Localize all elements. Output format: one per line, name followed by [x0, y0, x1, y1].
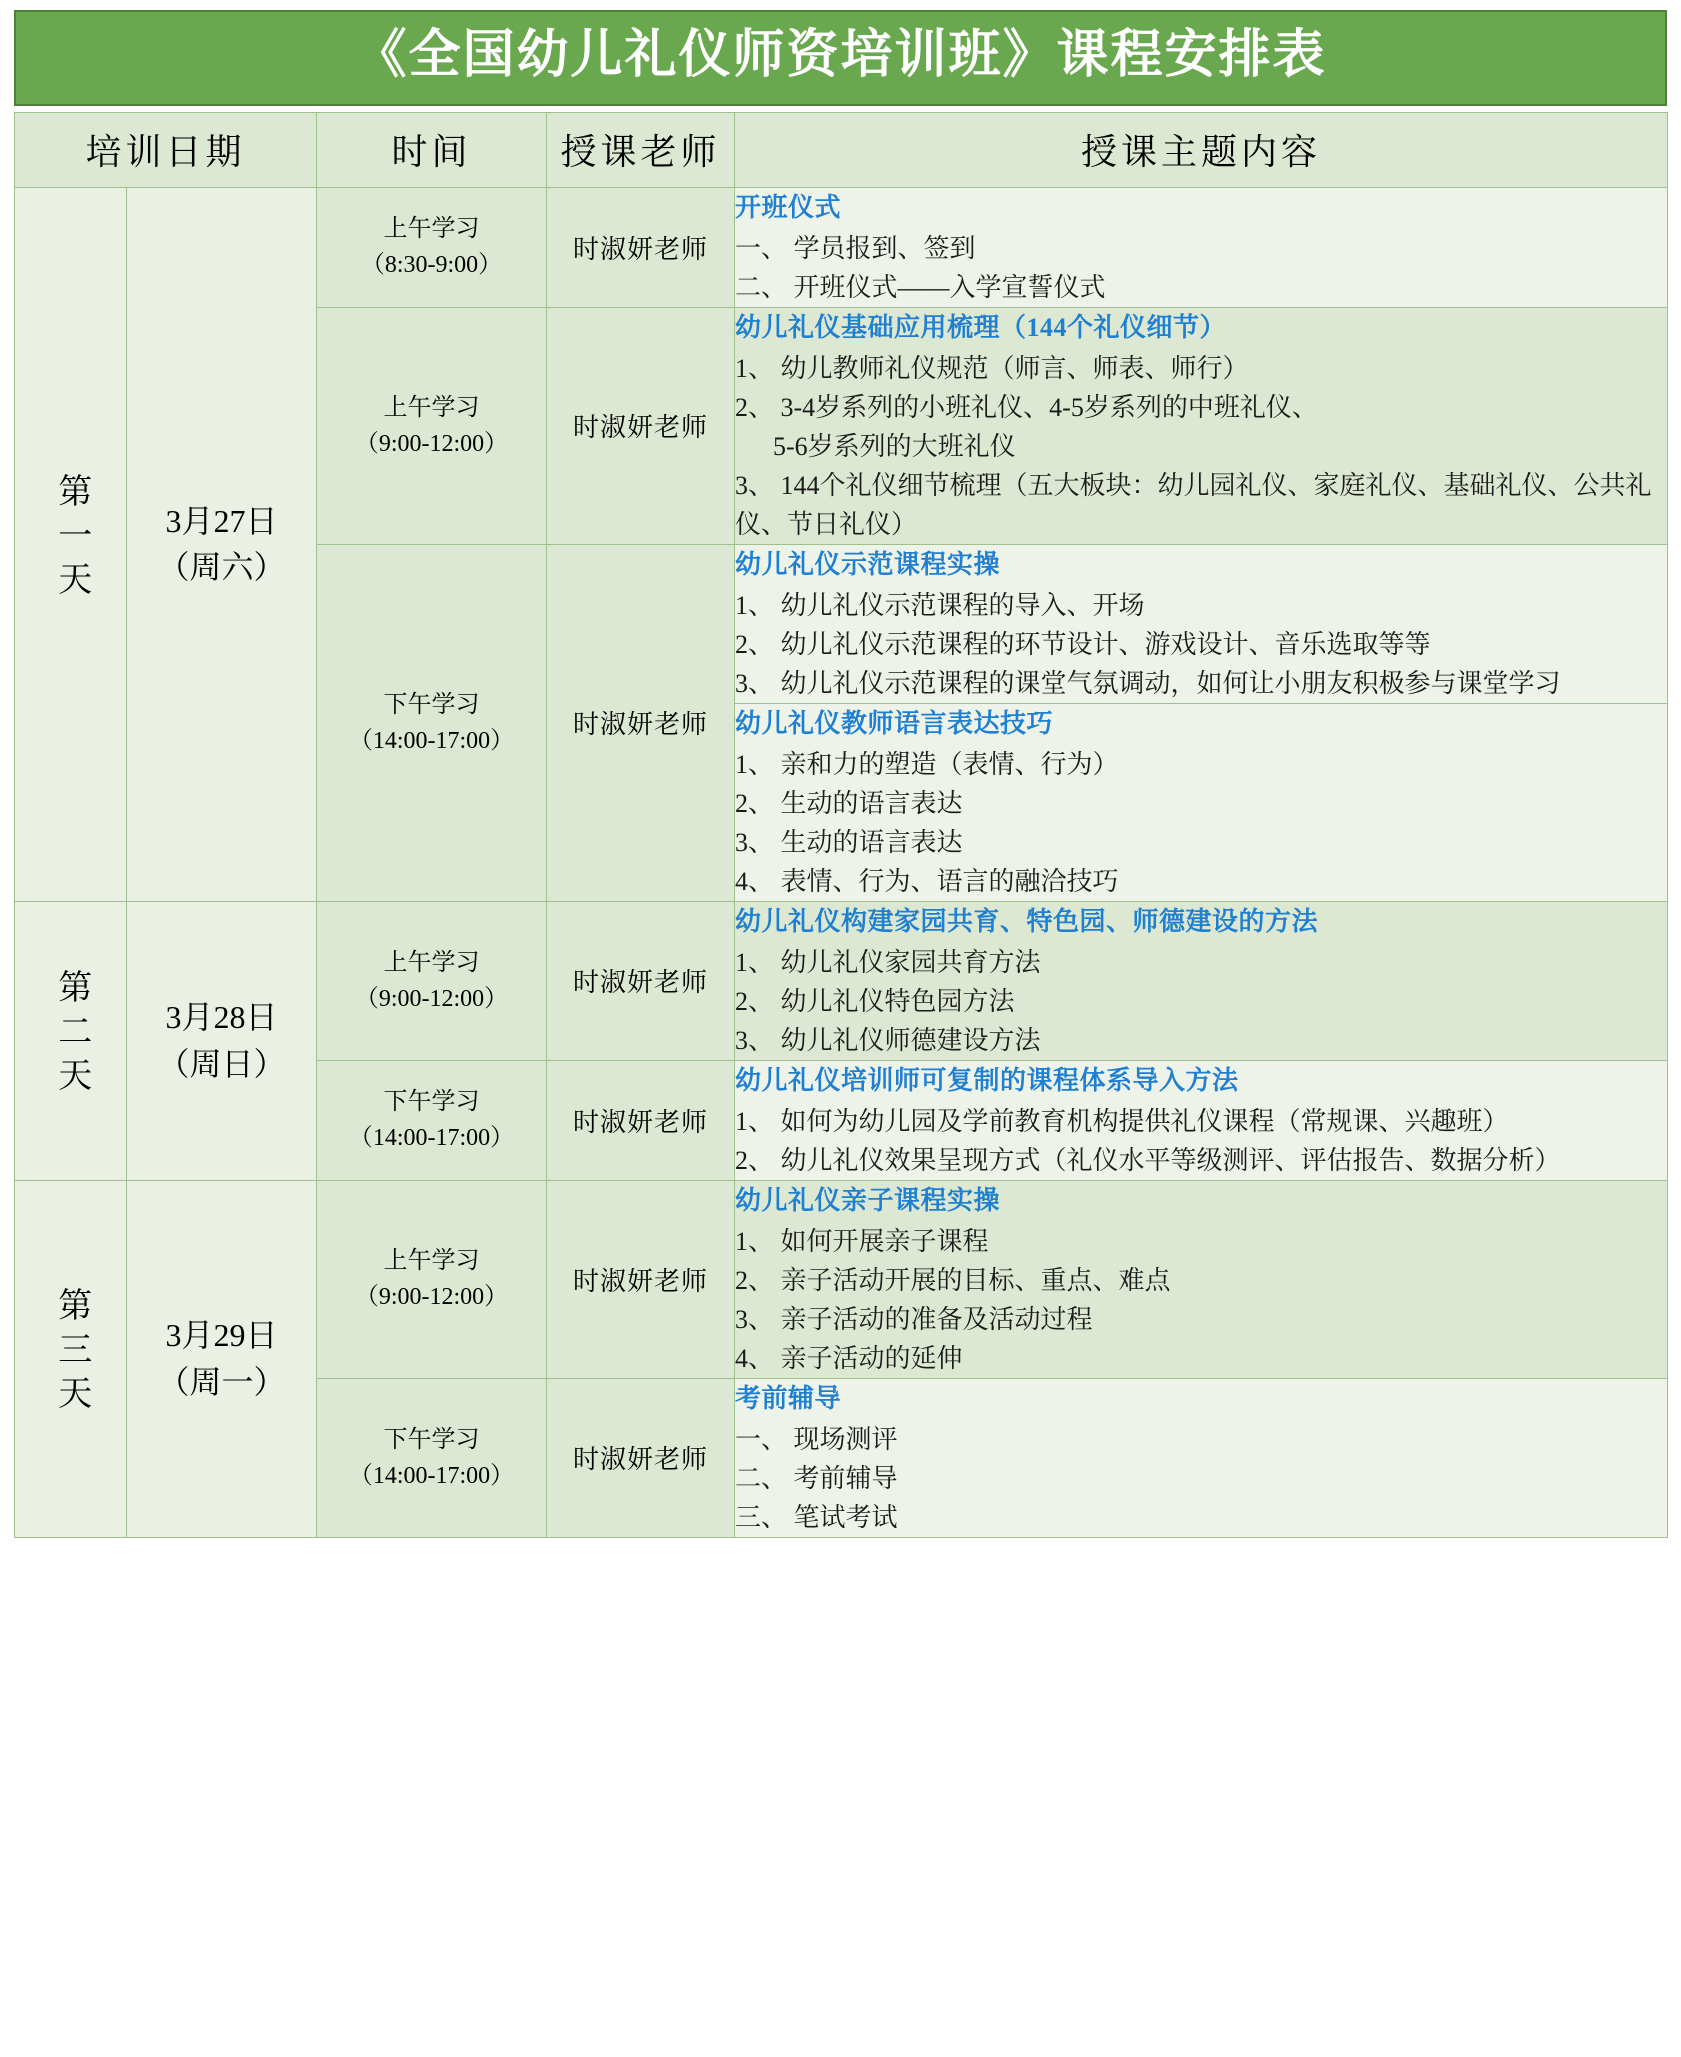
time-label: 上午学习: [383, 1248, 480, 1275]
session-topic: [735, 901, 1668, 1060]
topic-line: 3、 幼儿礼仪师德建设方法: [735, 1025, 1041, 1055]
topic-line: 2、 幼儿礼仪效果呈现方式（礼仪水平等级测评、评估报告、数据分析）: [735, 1145, 1561, 1175]
session-time: [317, 1180, 547, 1378]
session-topic: [735, 544, 1668, 703]
topic-line: 1、 幼儿礼仪示范课程的导入、开场: [735, 590, 1145, 620]
time-range: （9:00-12:00）: [354, 430, 509, 457]
topic-line: 二、 开班仪式——入学宣誓仪式: [735, 272, 1106, 302]
table-row: [15, 1180, 1668, 1378]
topic-line: 2、 幼儿礼仪特色园方法: [735, 986, 1015, 1016]
weekday-text: （周一）: [157, 1363, 286, 1400]
column-header-teacher: 授课老师: [547, 112, 735, 187]
session-time: [317, 187, 547, 307]
topic-heading: 幼儿礼仪亲子课程实操: [735, 1185, 1001, 1215]
day-date: [127, 901, 317, 1180]
session-time: [317, 1060, 547, 1180]
topic-heading: 考前辅导: [735, 1383, 842, 1413]
session-time: [317, 307, 547, 544]
day-date: [127, 187, 317, 901]
topic-line: 4、 亲子活动的延伸: [735, 1343, 963, 1373]
topic-line: 2、 幼儿礼仪示范课程的环节设计、游戏设计、音乐选取等等: [735, 629, 1431, 659]
time-label: 上午学习: [383, 394, 480, 421]
session-topic: [735, 703, 1668, 901]
session-teacher: 时淑妍老师: [547, 1180, 735, 1378]
topic-line: 2、 亲子活动开展的目标、重点、难点: [735, 1265, 1171, 1295]
session-teacher: 时淑妍老师: [547, 307, 735, 544]
time-range: （9:00-12:00）: [354, 1284, 509, 1311]
topic-line: 1、 如何为幼儿园及学前教育机构提供礼仪课程（常规课、兴趣班）: [735, 1106, 1509, 1136]
topic-line: 一、 现场测评: [735, 1424, 898, 1454]
topic-line: 3、 144个礼仪细节梳理（五大板块：幼儿园礼仪、家庭礼仪、基础礼仪、公共礼仪、节日礼仪）: [735, 470, 1652, 539]
session-topic: [735, 1060, 1668, 1180]
topic-line: 2、 3-4岁系列的小班礼仪、4-5岁系列的中班礼仪、: [735, 392, 1318, 422]
weekday-text: （周六）: [157, 549, 286, 586]
time-range: （14:00-17:00）: [348, 1462, 515, 1489]
topic-line: 3、 幼儿礼仪示范课程的课堂气氛调动，如何让小朋友积极参与课堂学习: [735, 668, 1561, 698]
topic-line: 1、 如何开展亲子课程: [735, 1226, 989, 1256]
column-header-topic: 授课主题内容: [735, 112, 1668, 187]
topic-heading: 幼儿礼仪基础应用梳理（144个礼仪细节）: [735, 312, 1227, 342]
time-label: 上午学习: [383, 216, 480, 243]
weekday-text: （周日）: [157, 1045, 286, 1082]
topic-heading: 幼儿礼仪示范课程实操: [735, 549, 1001, 579]
topic-line: 1、 幼儿教师礼仪规范（师言、师表、师行）: [735, 353, 1249, 383]
table-row: [15, 901, 1668, 1060]
date-text: 3月27日: [165, 502, 278, 539]
date-text: 3月28日: [165, 999, 278, 1036]
topic-line: 2、 生动的语言表达: [735, 788, 963, 818]
time-range: （8:30-9:00）: [360, 252, 503, 279]
topic-heading: 幼儿礼仪构建家园共育、特色园、师德建设的方法: [735, 906, 1319, 936]
topic-line: 3、 亲子活动的准备及活动过程: [735, 1304, 1093, 1334]
column-header-date: 培训日期: [15, 112, 317, 187]
session-topic: [735, 187, 1668, 307]
topic-line: 3、 生动的语言表达: [735, 827, 963, 857]
day-label: 第二天: [15, 901, 127, 1180]
session-topic: [735, 1378, 1668, 1537]
topic-line: 1、 亲和力的塑造（表情、行为）: [735, 749, 1119, 779]
topic-heading: 开班仪式: [735, 192, 842, 222]
time-range: （14:00-17:00）: [348, 1125, 515, 1152]
column-header-time: 时间: [317, 112, 547, 187]
day-label: 第一天: [15, 187, 127, 901]
session-topic: [735, 1180, 1668, 1378]
topic-line: 1、 幼儿礼仪家园共育方法: [735, 947, 1041, 977]
topic-line: 二、 考前辅导: [735, 1463, 898, 1493]
time-label: 下午学习: [383, 691, 480, 718]
table-header-row: [15, 112, 1668, 187]
page-title: 《全国幼儿礼仪师资培训班》课程安排表: [14, 10, 1667, 106]
table-row: [15, 187, 1668, 307]
topic-line: 5-6岁系列的大班礼仪: [773, 431, 1016, 461]
time-range: （9:00-12:00）: [354, 985, 509, 1012]
session-time: [317, 1378, 547, 1537]
topic-line: 4、 表情、行为、语言的融洽技巧: [735, 866, 1119, 896]
day-label: 第三天: [15, 1180, 127, 1537]
topic-heading: 幼儿礼仪培训师可复制的课程体系导入方法: [735, 1065, 1239, 1095]
topic-line: 一、 学员报到、签到: [735, 233, 976, 263]
day-date: [127, 1180, 317, 1537]
session-teacher: 时淑妍老师: [547, 1060, 735, 1180]
session-time: [317, 901, 547, 1060]
session-topic: [735, 307, 1668, 544]
date-text: 3月29日: [165, 1317, 278, 1354]
time-label: 下午学习: [383, 1089, 480, 1116]
session-teacher: 时淑妍老师: [547, 544, 735, 901]
course-schedule-table: [14, 112, 1668, 1538]
time-range: （14:00-17:00）: [348, 727, 515, 754]
session-teacher: 时淑妍老师: [547, 1378, 735, 1537]
time-label: 下午学习: [383, 1426, 480, 1453]
time-label: 上午学习: [383, 949, 480, 976]
session-time: [317, 544, 547, 901]
session-teacher: 时淑妍老师: [547, 901, 735, 1060]
topic-heading: 幼儿礼仪教师语言表达技巧: [735, 708, 1054, 738]
session-teacher: 时淑妍老师: [547, 187, 735, 307]
topic-line: 三、 笔试考试: [735, 1502, 898, 1532]
